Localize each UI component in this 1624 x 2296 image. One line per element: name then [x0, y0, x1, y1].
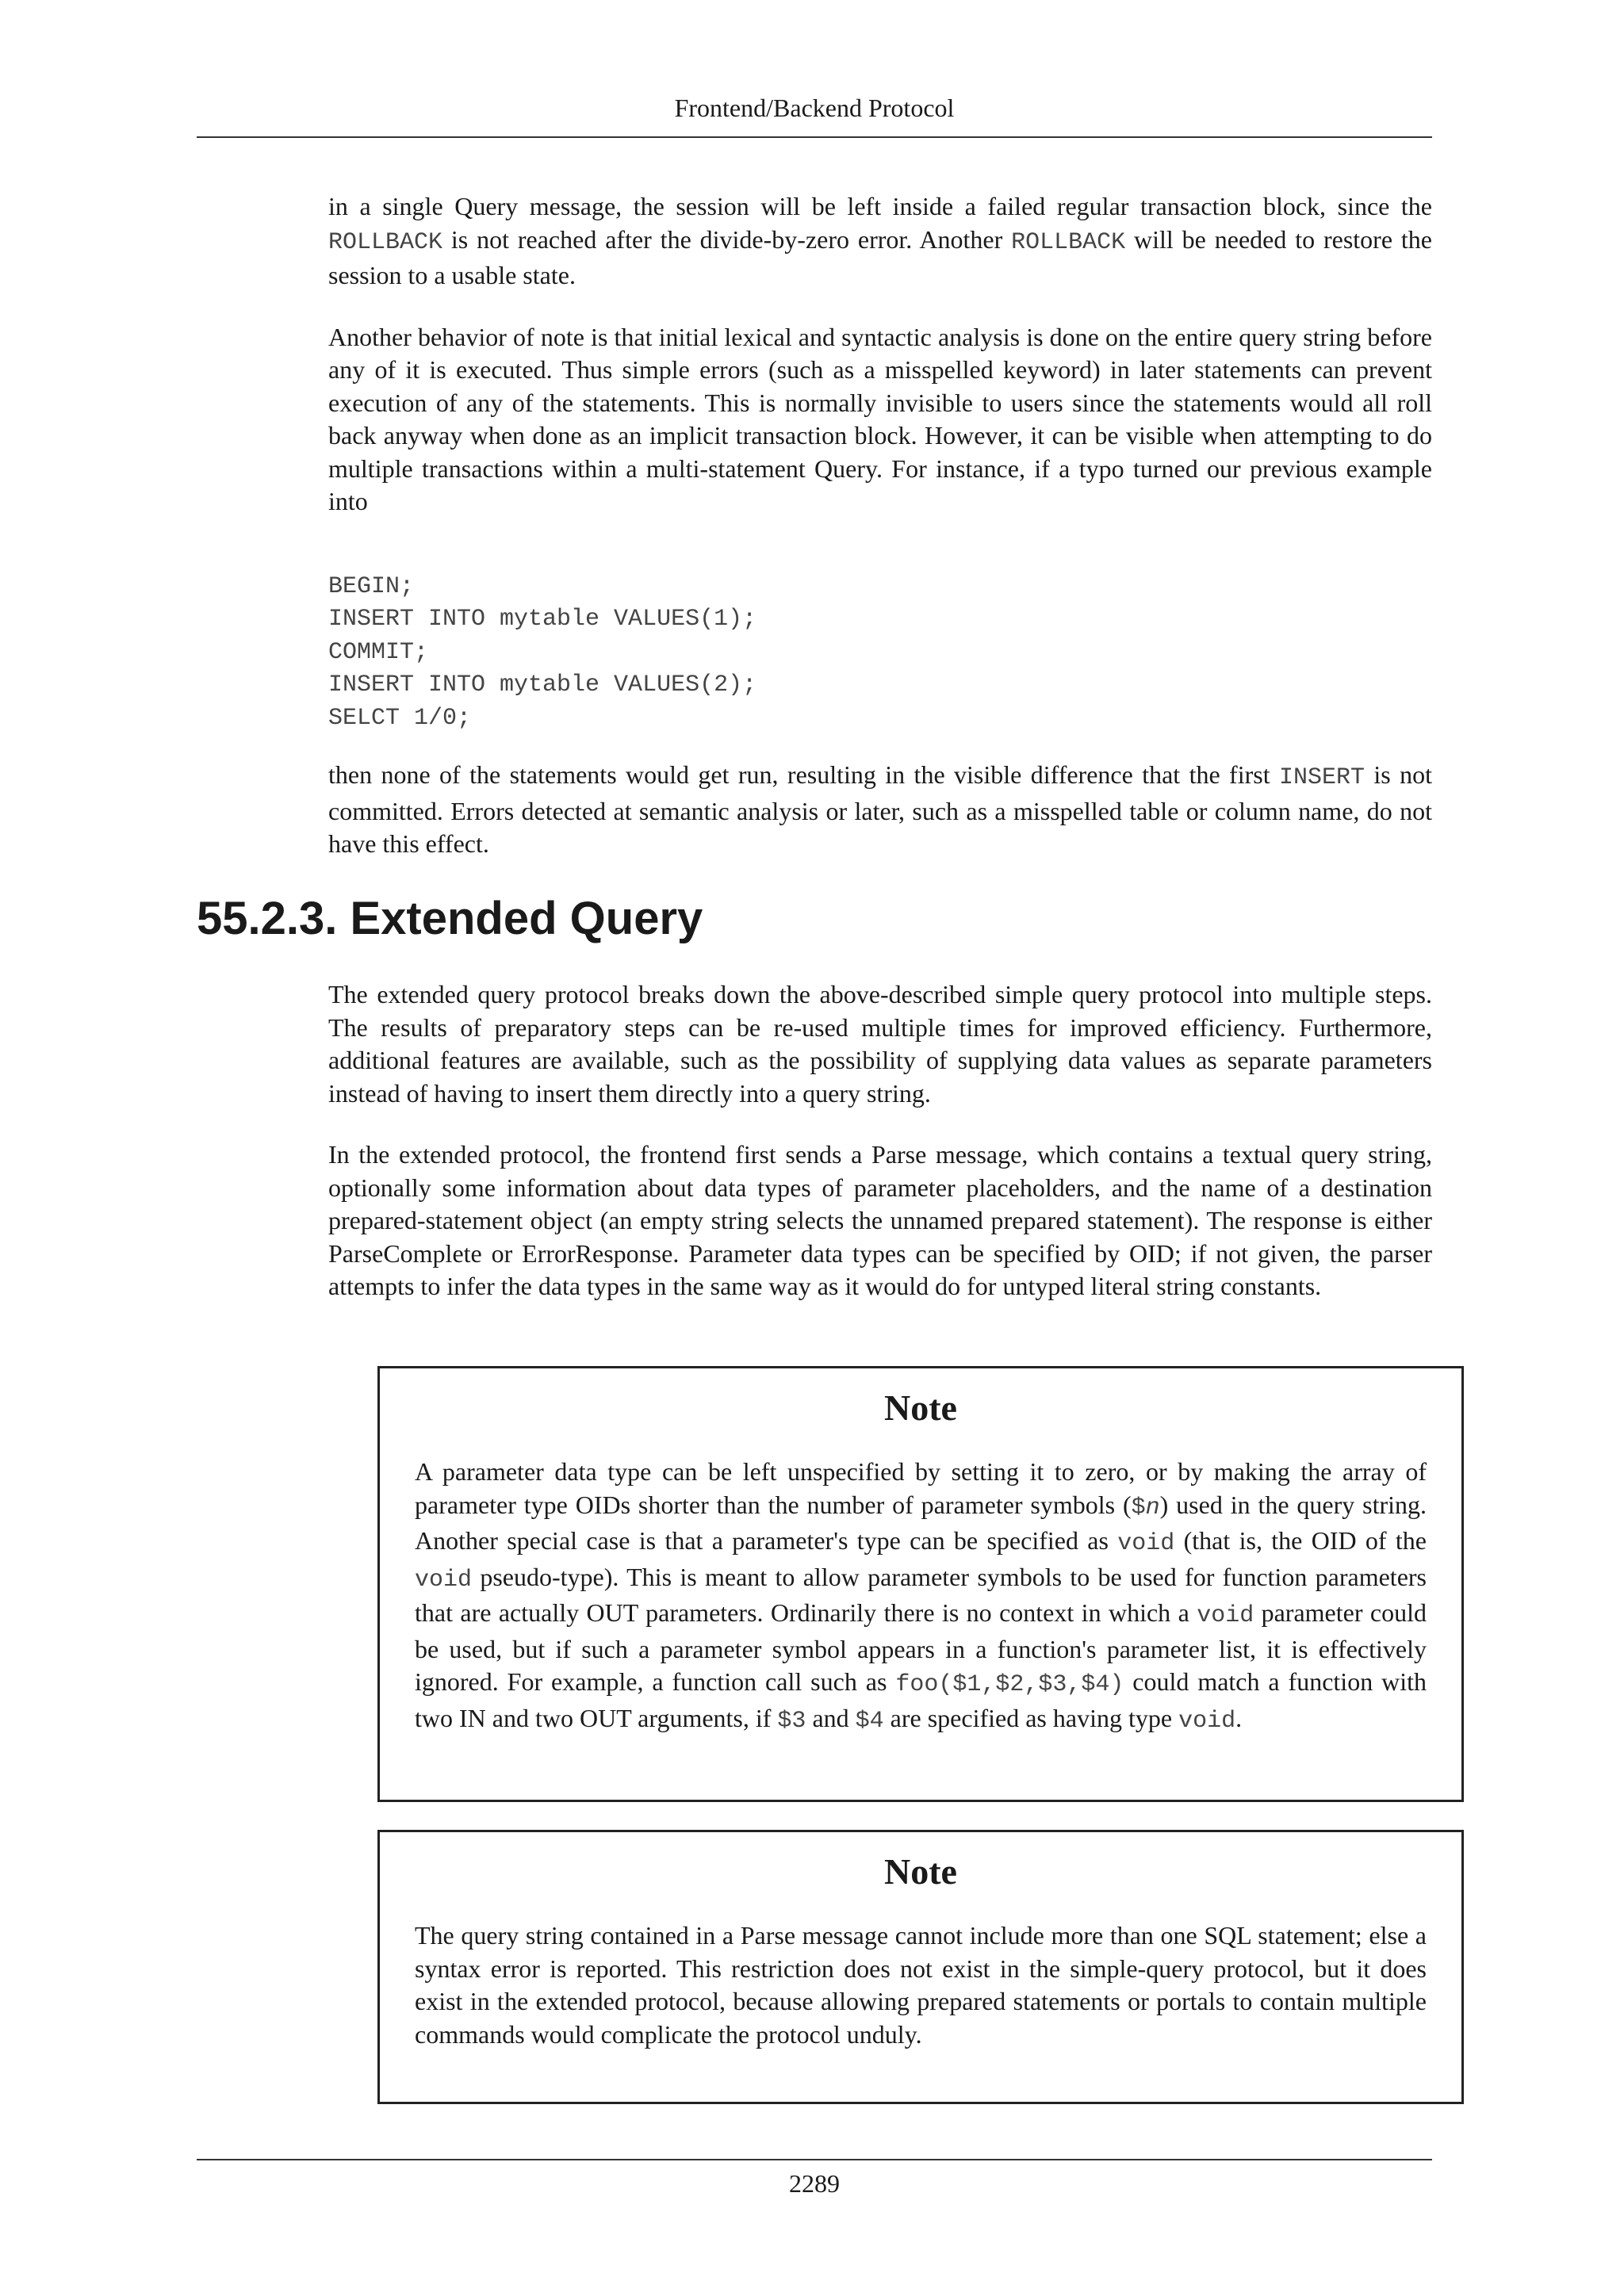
note-title: Note [884, 1851, 957, 1892]
note-box-1 [377, 1366, 1464, 1802]
text-span: is not reached after the divide-by-zero error. Another [442, 224, 1012, 254]
code-line: SELCT 1/0; [328, 704, 472, 732]
inline-code: $3 [777, 1707, 806, 1735]
text-span: A parameter data type can be left unspecified by setting it to zero, or by making the array of parameter type OIDs shorter than the number of parameter symbols ( [415, 1457, 1427, 1519]
note-title: Note [884, 1387, 957, 1428]
inline-code-variable: n [1145, 1494, 1160, 1521]
inline-code: void [1197, 1602, 1254, 1629]
page-number: 2289 [789, 2169, 840, 2198]
text-span: then none of the statements would get run, resulting in the visible difference that the first [328, 760, 1279, 789]
code-line: COMMIT; [328, 638, 429, 666]
intro-paragraph-2: Another behavior of note is that initial lexical and syntactic analysis is done on the entire query string before any of it is executed. Thus simple errors (such as a misspelled keyword) in later statements can prevent execution of any of the statements. This is normally invisible to users since the statements would all roll back anyway when done as an implicit transaction block. However, it can be visible when attempting to do multiple transactions within a multi-statement Query. For instance, if a typo turned our previous example into [328, 322, 1432, 515]
text-span: (that is, the OID of the [1174, 1526, 1427, 1555]
code-line: INSERT INTO mytable VALUES(2); [328, 672, 757, 698]
text-span: . [1235, 1703, 1243, 1732]
intro-content [328, 190, 1432, 861]
text-span: ) used in the query string. Another special case is that a parameter's type can be specified as [415, 1490, 1427, 1555]
text-span: in a single Query message, the session will be left inside a failed regular transaction block, since the [328, 192, 1432, 220]
section-paragraph-1: The extended query protocol breaks down the above-described simple query protocol into multiple steps. The results of preparatory steps can be re-used multiple times for improved efficiency. Furthermore, additional features are available, such as the possibility of supplying data values as separate parameters instead of having to insert them directly into a query string. [328, 980, 1432, 1108]
inline-code: void [1178, 1707, 1236, 1735]
inline-code: void [415, 1566, 473, 1594]
text-span: parameter could be used, but if such a parameter symbol appears in a function's parameter list, it is effectively ignored. For example, a function call such as [415, 1598, 1427, 1696]
code-line: INSERT INTO mytable VALUES(1); [328, 606, 757, 633]
inline-code: foo($1,$2,$3,$4) [895, 1671, 1124, 1698]
note-body [415, 1456, 1427, 1738]
text-span: is not committed. Errors detected at semantic analysis or later, such as a misspelled table or column name, do not have this effect. [328, 760, 1433, 858]
inline-code: $ [1131, 1494, 1146, 1521]
text-span: pseudo-type). This is meant to allow parameter symbols to be used for function parameters that are actually OUT parameters. Ordinarily there is no context in which a [415, 1562, 1427, 1627]
note-box-2 [377, 1830, 1464, 2104]
text-span: are specified as having type [883, 1703, 1179, 1732]
header-rule [197, 136, 1432, 138]
text-span: could match a function with two IN and two OUT arguments, if [415, 1667, 1427, 1732]
text-span: and [806, 1703, 856, 1732]
inline-code: void [1117, 1530, 1175, 1557]
inline-code: INSERT [1278, 764, 1365, 791]
section-content [328, 978, 1432, 1303]
text-span: will be needed to restore the session to a usable state. [328, 224, 1433, 289]
code-line: BEGIN; [328, 572, 415, 600]
footer-rule [197, 2159, 1432, 2160]
code-block [328, 571, 1432, 736]
section-paragraph-2: In the extended protocol, the frontend first sends a Parse message, which contains a textual query string, optionally some information about data types of parameter placeholders, and the name of a destination prepared-statement object (an empty string selects the unnamed prepared statement). The response is either ParseComplete or ErrorResponse. Parameter data types can be specified by OID; if not given, the parser attempts to infer the data types in the same way as it would do for untyped literal string constants. [328, 1140, 1432, 1300]
intro-paragraph-1 [328, 190, 1432, 293]
inline-code: ROLLBACK [328, 228, 443, 256]
running-header: Frontend/Backend Protocol [674, 94, 955, 122]
inline-code: $4 [855, 1707, 884, 1735]
section-heading: 55.2.3. Extended Query [197, 893, 703, 944]
inline-code: ROLLBACK [1011, 228, 1126, 256]
intro-paragraph-3 [328, 759, 1432, 861]
note-body: The query string contained in a Parse message cannot include more than one SQL statement; else a syntax error is reported. This restriction does not exist in the simple-query protocol, but it does exist in the extended protocol, because allowing prepared statements or portals to contain multiple commands would complicate the protocol unduly. [415, 1921, 1427, 2049]
